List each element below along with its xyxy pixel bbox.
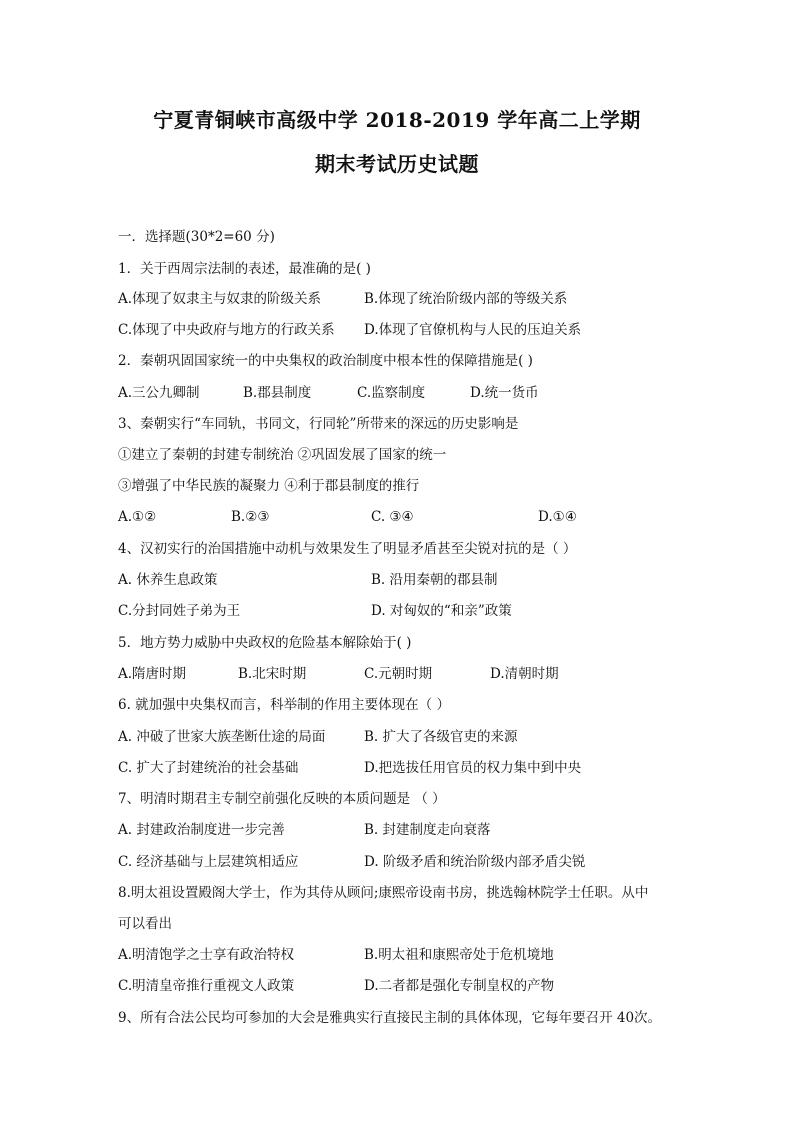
question-4-stem: 4、汉初实行的治国措施中动机与效果发生了明显矛盾甚至尖锐对抗的是（ ） (118, 541, 577, 557)
question-8-stem-cont: 可以看出 (118, 916, 172, 932)
question-8-stem: 8.明太祖设置殿阁大学士，作为其侍从顾问;康熙帝设南书房，挑选翰林院学士任职。从中 (118, 885, 649, 901)
q5-option-c: C.元朝时期 (364, 666, 433, 682)
q7-option-d: D. 阶级矛盾和统治阶级内部矛盾尖锐 (364, 854, 586, 870)
q1-option-c: C.体现了中央政府与地方的行政关系 (118, 322, 335, 338)
exam-title-line1: 宁夏青铜峡市高级中学 2018-2019 学年高二上学期 (153, 108, 641, 132)
q7-option-b: B. 封建制度走向衰落 (364, 822, 491, 838)
q7-option-a: A. 封建政治制度进一步完善 (118, 822, 285, 838)
q2-option-d: D.统一货币 (470, 385, 539, 401)
question-3-statement-1: ①建立了秦朝的封建专制统治 ②巩固发展了国家的统一 (118, 447, 447, 463)
q4-option-b: B. 沿用秦朝的郡县制 (371, 572, 498, 588)
question-2-stem: 2．秦朝巩固国家统一的中央集权的政治制度中根本性的保障措施是( ) (118, 353, 533, 369)
q4-option-d: D. 对匈奴的“和亲”政策 (371, 603, 512, 619)
q8-option-d: D.二者都是强化专制皇权的产物 (364, 978, 555, 994)
q2-option-c: C.监察制度 (357, 385, 426, 401)
q5-option-a: A.隋唐时期 (118, 666, 187, 682)
q3-option-c: C. ③④ (371, 509, 414, 525)
q1-option-b: B.体现了统治阶级内部的等级关系 (364, 291, 568, 307)
question-5-stem: 5．地方势力威胁中央政权的危险基本解除始于( ) (118, 635, 412, 651)
question-9-stem: 9、所有合法公民均可参加的大会是雅典实行直接民主制的具体体现，它每年要召开 40次。 (118, 1010, 662, 1026)
q7-option-c: C. 经济基础与上层建筑相适应 (118, 854, 299, 870)
q2-option-b: B.郡县制度 (243, 385, 312, 401)
q6-option-a: A. 冲破了世家大族垄断仕途的局面 (118, 729, 326, 745)
q8-option-c: C.明清皇帝推行重视文人政策 (118, 978, 295, 994)
q5-option-b: B.北宋时期 (238, 666, 307, 682)
q5-option-d: D.清朝时期 (490, 666, 559, 682)
question-3-statement-2: ③增强了中华民族的凝聚力 ④利于郡县制度的推行 (118, 478, 420, 494)
question-3-stem: 3、秦朝实行“车同轨，书同文，行同轮”所带来的深远的历史影响是 (118, 416, 519, 432)
q4-option-c: C.分封同姓子弟为王 (118, 603, 241, 619)
q1-option-d: D.体现了官僚机构与人民的压迫关系 (364, 322, 582, 338)
question-7-stem: 7、明清时期君主专制空前强化反映的本质问题是 （ ） (118, 791, 446, 807)
q8-option-b: B.明太祖和康熙帝处于危机境地 (364, 947, 554, 963)
question-1-stem: 1．关于西周宗法制的表述，最准确的是( ) (118, 261, 371, 277)
q3-option-b: B.②③ (231, 509, 270, 525)
q4-option-a: A. 休养生息政策 (118, 572, 218, 588)
q2-option-a: A.三公九卿制 (118, 385, 200, 401)
q3-option-a: A.①② (118, 509, 157, 525)
question-6-stem: 6. 就加强中央集权而言，科举制的作用主要体现在（ ） (118, 697, 450, 713)
q6-option-b: B. 扩大了各级官吏的来源 (364, 729, 518, 745)
exam-title-line2: 期末考试历史试题 (315, 152, 479, 176)
q6-option-d: D.把选拔任用官员的权力集中到中央 (364, 760, 582, 776)
q1-option-a: A.体现了奴隶主与奴隶的阶级关系 (118, 291, 322, 307)
section-heading: 一．选择题(30*2=60 分) (118, 229, 275, 245)
q8-option-a: A.明清饱学之士享有政治特权 (118, 947, 295, 963)
q3-option-d: D.①④ (538, 509, 577, 525)
q6-option-c: C. 扩大了封建统治的社会基础 (118, 760, 299, 776)
